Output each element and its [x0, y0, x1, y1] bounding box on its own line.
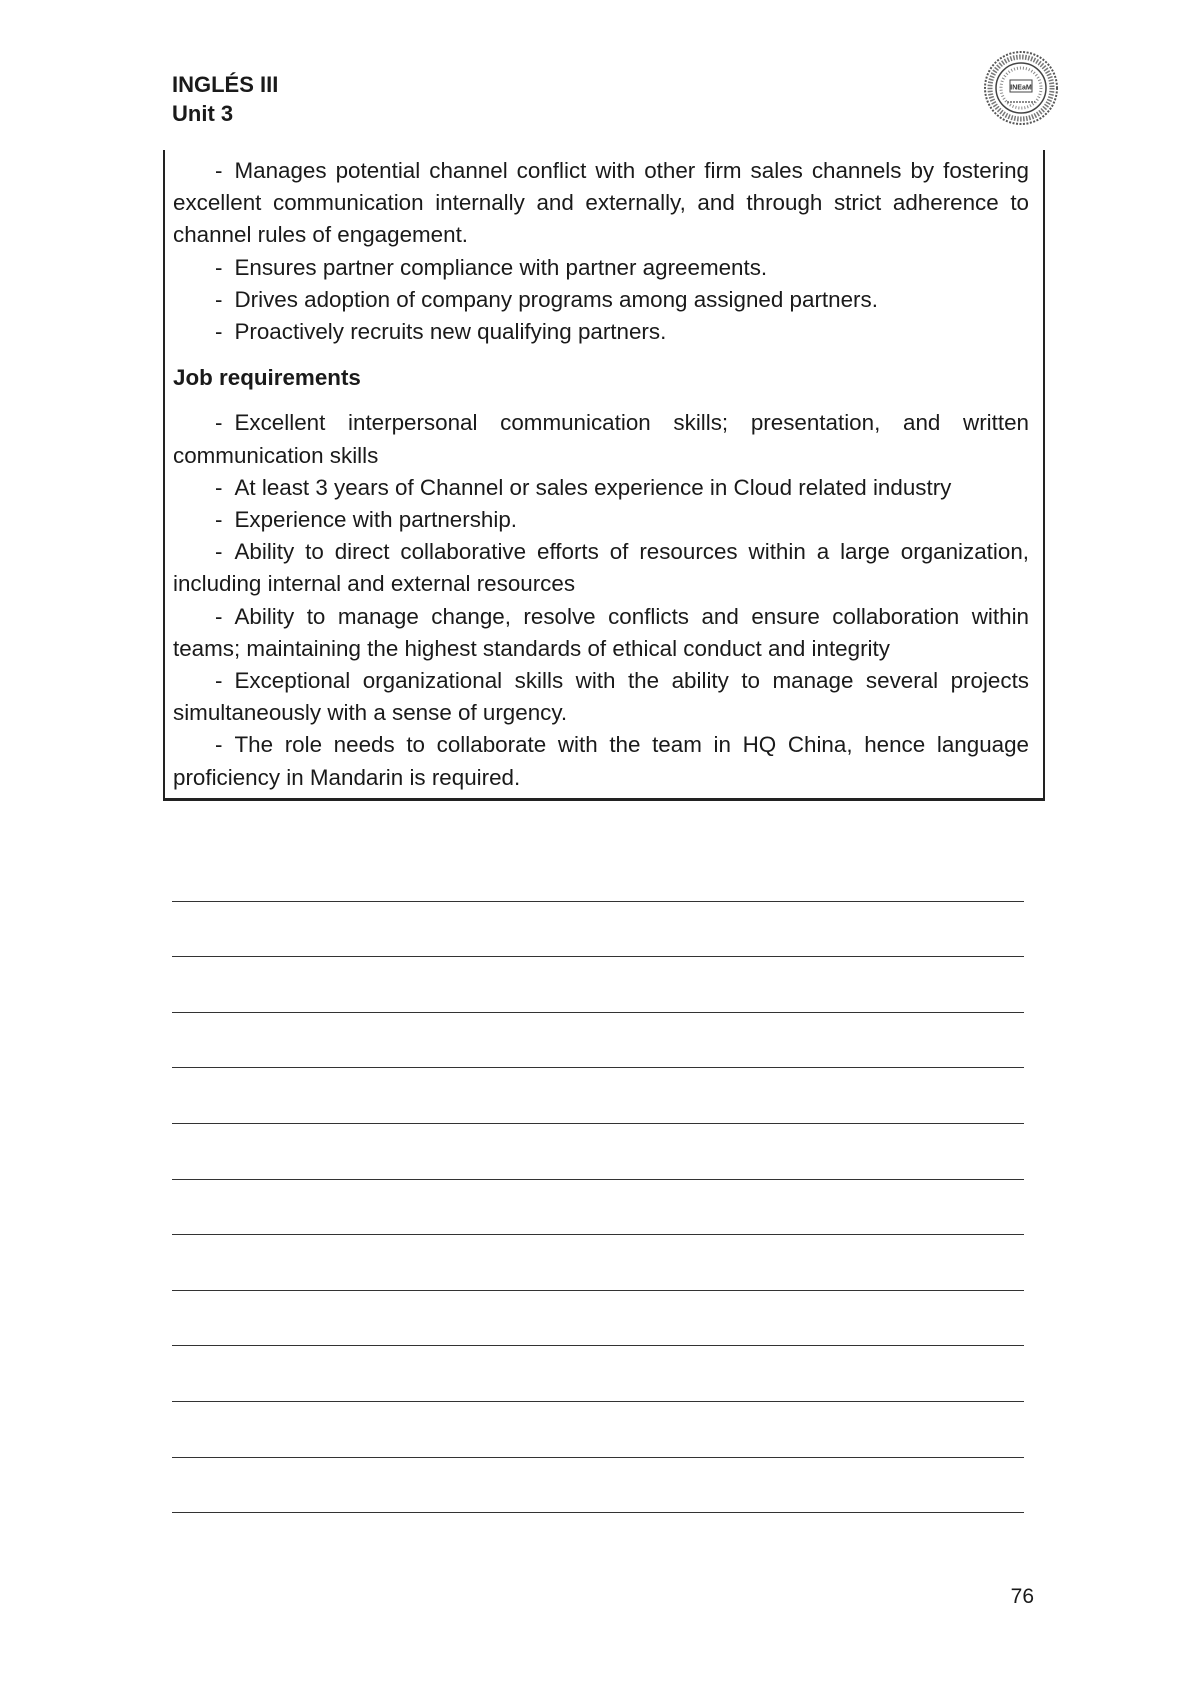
requirement-item: [173, 504, 1029, 536]
requirement-item-text: At least 3 years of Channel or sales experience in Cloud related industry: [234, 474, 952, 500]
bullet-dash: -: [215, 474, 223, 500]
requirement-item: [173, 665, 1029, 729]
bullet-dash: -: [215, 158, 223, 183]
requirement-item-text: The role needs to collaborate with the team in HQ China, hence language proficiency in Mandarin is required.: [173, 732, 1029, 790]
requirement-item-text: Ability to manage change, resolve conflicts and ensure collaboration within teams; maintaining the highest standards of ethical conduct and integrity: [173, 603, 1029, 661]
responsibility-item: [173, 284, 1029, 316]
course-title: INGLÉS III: [172, 72, 279, 97]
requirement-item: [173, 536, 1029, 600]
answer-line[interactable]: [172, 1068, 1024, 1124]
requirement-item-text: Ability to direct collaborative efforts of resources within a large organization, including internal and external resources: [173, 539, 1029, 597]
answer-line[interactable]: [172, 1180, 1024, 1236]
job-description-box: [163, 150, 1045, 801]
bullet-dash: -: [215, 539, 223, 565]
bullet-dash: -: [215, 603, 223, 629]
unit-title: Unit 3: [172, 101, 234, 126]
page-number: 76: [1010, 1585, 1034, 1608]
responsibility-item-text: Manages potential channel conflict with other firm sales channels by fostering excellent communication internally and externally, and through strict adherence to channel rules of engagement.: [173, 158, 1029, 248]
answer-line[interactable]: [172, 1013, 1024, 1069]
institution-seal-icon: [983, 50, 1059, 126]
answer-line[interactable]: [172, 957, 1024, 1013]
requirement-item: [173, 601, 1029, 665]
responsibility-item-text: Drives adoption of company programs among assigned partners.: [234, 286, 878, 312]
requirement-item: [173, 407, 1029, 471]
requirements-list: [173, 407, 1029, 793]
answer-line[interactable]: [172, 846, 1024, 902]
requirement-item-text: Experience with partnership.: [234, 507, 517, 533]
answer-line[interactable]: [172, 1291, 1024, 1347]
requirement-item-text: Excellent interpersonal communication skills; presentation, and written communication skills: [173, 410, 1029, 468]
seal-text: INEaM: [1010, 84, 1032, 92]
bullet-dash: -: [215, 507, 223, 533]
answer-line[interactable]: [172, 1124, 1024, 1180]
bullet-dash: -: [215, 732, 223, 758]
job-requirements-heading: Job requirements: [173, 365, 361, 391]
bullet-dash: -: [215, 668, 223, 694]
bullet-dash: -: [215, 319, 223, 345]
responsibilities-list: [173, 155, 1029, 348]
responsibility-item: [173, 316, 1029, 348]
answer-lines: [172, 846, 1024, 1513]
requirement-item: [173, 472, 1029, 504]
responsibility-item: [173, 155, 1029, 252]
responsibility-item-text: Ensures partner compliance with partner agreements.: [234, 254, 768, 280]
answer-line[interactable]: [172, 1402, 1024, 1458]
bullet-dash: -: [215, 286, 223, 312]
requirement-item: [173, 729, 1029, 793]
bullet-dash: -: [215, 410, 223, 436]
requirement-item-text: Exceptional organizational skills with the ability to manage several projects simultaneously with a sense of urgency.: [173, 668, 1029, 726]
page-header: [172, 70, 278, 128]
bullet-dash: -: [215, 254, 223, 280]
responsibility-item: [173, 252, 1029, 284]
answer-line[interactable]: [172, 1458, 1024, 1514]
answer-line[interactable]: [172, 1346, 1024, 1402]
answer-line[interactable]: [172, 1235, 1024, 1291]
answer-line[interactable]: [172, 902, 1024, 958]
responsibility-item-text: Proactively recruits new qualifying partners.: [234, 319, 667, 345]
